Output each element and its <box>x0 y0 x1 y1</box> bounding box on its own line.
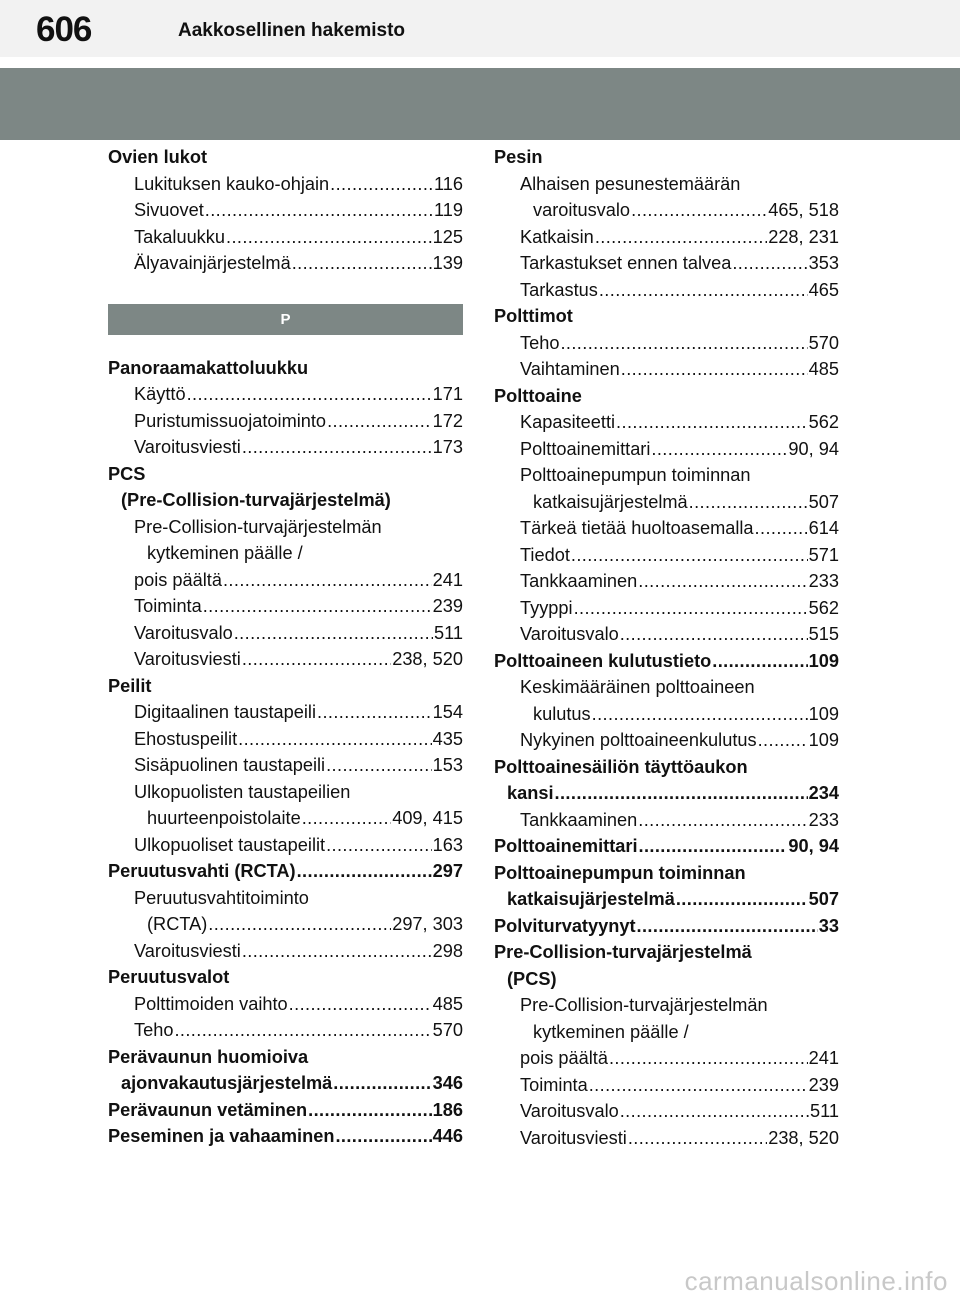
index-entry-label: (PCS) <box>507 968 557 989</box>
index-entry-label: kansi <box>507 783 554 803</box>
index-entry-label: Polttoainesäiliön täyttöaukon <box>494 756 748 777</box>
section-title: Aakkosellinen hakemisto <box>178 20 406 41</box>
index-entry <box>108 1097 463 1124</box>
index-entry-label: kytkeminen päälle / <box>533 1021 689 1042</box>
index-entry <box>494 674 839 701</box>
index-entry-page: 109 <box>808 730 839 750</box>
index-entry <box>108 1044 463 1071</box>
index-entry <box>108 487 463 514</box>
index-entry <box>108 805 463 832</box>
index-entry-label: Peruutusvahti (RCTA) <box>108 861 296 881</box>
index-entry-page: 570 <box>808 332 839 353</box>
index-entry-label: Varoitusviesti <box>520 1127 627 1148</box>
index-entry-page: 228, 231 <box>768 226 839 247</box>
index-entry-page: 90, 94 <box>788 836 839 856</box>
index-entry-page: 297 <box>432 861 463 881</box>
index-entry-page: 238, 520 <box>392 649 463 669</box>
index-entry-label: kytkeminen päälle / <box>147 543 303 563</box>
index-entry <box>494 727 839 754</box>
index-entry <box>108 673 463 700</box>
index-entry-page: 562 <box>808 412 839 432</box>
index-entry <box>494 462 839 489</box>
index-entry <box>108 699 463 726</box>
index-entry-page: 562 <box>808 597 839 618</box>
index-entry-label: Polttimoiden vaihto <box>134 993 288 1014</box>
index-entry-label: Teho <box>520 332 560 353</box>
dot-leader <box>238 726 432 753</box>
index-entry-page: 186 <box>432 1099 463 1120</box>
dot-leader <box>732 250 807 277</box>
index-entry-label: (Pre-Collision-turvajärjestelmä) <box>121 490 391 510</box>
index-entry-page: 297, 303 <box>392 914 463 934</box>
dot-leader <box>208 911 391 938</box>
dot-leader <box>589 1072 808 1099</box>
index-entry-label: Ulkopuolisten taustapeilien <box>134 781 351 802</box>
dot-leader <box>555 780 808 807</box>
index-entry <box>108 620 463 647</box>
index-entry <box>494 197 839 224</box>
index-entry-label: Toiminta <box>134 596 202 616</box>
index-entry-label: Polttoainepumpun toiminnan <box>520 465 751 485</box>
watermark: carmanualsonline.info <box>684 1266 948 1296</box>
dot-leader <box>620 1098 809 1125</box>
page-number: 606 <box>36 10 92 49</box>
page-header <box>0 0 960 57</box>
dot-leader <box>292 250 432 277</box>
index-entry-label: Varoitusvalo <box>134 622 233 643</box>
index-entry <box>108 885 463 912</box>
index-entry <box>494 939 839 966</box>
index-entry-page: 109 <box>808 650 839 671</box>
index-entry-page: 233 <box>808 809 839 830</box>
index-entry-label: Alhaisen pesunestemäärän <box>520 173 741 194</box>
dot-leader <box>755 515 808 542</box>
index-entry-page: 409, 415 <box>392 808 463 828</box>
index-entry <box>108 1017 463 1044</box>
index-entry <box>494 966 839 993</box>
index-entry <box>108 567 463 594</box>
dot-leader <box>326 752 432 779</box>
index-entry-page: 435 <box>432 728 463 749</box>
index-group-p <box>108 355 463 1150</box>
index-entry-label: Tankkaaminen <box>520 809 638 830</box>
index-entry-page: 109 <box>808 703 839 724</box>
index-entry-page: 515 <box>808 624 839 644</box>
dot-leader <box>571 542 808 569</box>
index-entry-label: Ulkopuoliset taustapeilit <box>134 834 326 855</box>
index-entry-label: Polttoainemittari <box>520 438 651 459</box>
index-entry-label: Sivuovet <box>134 200 204 220</box>
index-entry <box>108 250 463 277</box>
dot-leader <box>205 197 433 224</box>
index-entry-label: Polttimot <box>494 306 573 326</box>
title-band <box>0 68 960 140</box>
index-entry-page: 446 <box>432 1126 463 1146</box>
index-entry <box>108 1070 463 1097</box>
index-entry-label: Peruutusvalot <box>108 967 230 987</box>
index-entry-page: 154 <box>432 702 463 722</box>
index-entry <box>494 780 839 807</box>
index-entry <box>494 356 839 383</box>
index-entry <box>108 726 463 753</box>
dot-leader <box>335 1123 431 1150</box>
index-entry-label: Ehostuspeilit <box>134 728 238 749</box>
dot-leader <box>174 1017 431 1044</box>
dot-leader <box>302 805 392 832</box>
index-entry-page: 233 <box>808 571 839 591</box>
dot-leader <box>327 408 432 435</box>
index-entry-label: Varoitusvalo <box>520 624 619 644</box>
index-entry <box>494 886 839 913</box>
dot-leader <box>242 434 432 461</box>
index-entry-label: Varoitusviesti <box>134 437 241 457</box>
index-entry-page: 139 <box>432 253 463 273</box>
index-entry-label: Vaihtaminen <box>520 359 620 379</box>
index-entry-label: Tarkastus <box>520 279 598 300</box>
index-entry <box>108 540 463 567</box>
index-entry-label: Polttoainepumpun toiminnan <box>494 862 746 883</box>
index-entry-page: 511 <box>810 1101 839 1121</box>
index-entry-page: 353 <box>808 253 839 273</box>
dot-leader <box>242 646 391 673</box>
index-entry-label: Älyavainjärjestelmä <box>134 253 291 273</box>
index-entry-label: Perävaunun huomioiva <box>108 1046 309 1067</box>
index-entry <box>108 144 463 171</box>
index-entry <box>108 593 463 620</box>
index-entry <box>108 381 463 408</box>
index-entry-page: 507 <box>808 889 839 909</box>
index-entry <box>108 646 463 673</box>
index-entry-label: Varoitusviesti <box>134 649 241 669</box>
index-entry-label: varoitusvalo <box>533 200 631 220</box>
index-entry <box>494 648 839 675</box>
index-entry <box>494 277 839 304</box>
index-entry <box>494 621 839 648</box>
index-entry <box>494 833 839 860</box>
index-entry-label: Tärkeä tietää huoltoasemalla <box>520 518 754 538</box>
index-entry-label: pois päältä <box>134 569 222 590</box>
index-entry <box>494 409 839 436</box>
index-entry <box>494 383 839 410</box>
index-entry-page: 33 <box>818 915 839 936</box>
index-entry <box>494 568 839 595</box>
index-entry-page: 173 <box>432 437 463 457</box>
index-entry-page: 511 <box>434 622 463 643</box>
index-entry-label: pois päältä <box>520 1048 608 1068</box>
index-entry-label: Tiedot <box>520 544 570 565</box>
index-entry <box>494 144 839 171</box>
dot-leader <box>560 330 807 357</box>
dot-leader <box>609 1045 808 1072</box>
index-entry <box>108 991 463 1018</box>
dot-leader <box>651 436 787 463</box>
dot-leader <box>226 224 432 251</box>
index-entry-label: Peruutusvahtitoiminto <box>134 887 309 908</box>
index-entry-label: Pesin <box>494 147 543 167</box>
index-entry-label: Tyyppi <box>520 597 573 618</box>
dot-leader <box>638 807 807 834</box>
dot-leader <box>242 938 432 965</box>
index-entry-label: (RCTA) <box>147 914 208 934</box>
index-entry-label: Takaluukku <box>134 226 225 247</box>
index-entry-label: Polviturvatyynyt <box>494 915 636 936</box>
index-entry <box>108 514 463 541</box>
index-entry-page: 116 <box>434 173 463 194</box>
index-entry-label: Kapasiteetti <box>520 412 616 432</box>
index-entry <box>494 701 839 728</box>
index-entry-label: Perävaunun vetäminen <box>108 1099 308 1120</box>
index-entry-page: 571 <box>808 544 839 565</box>
index-entry <box>494 489 839 516</box>
index-entry-label: Pre-Collision-turvajärjestelmän <box>520 995 768 1015</box>
dot-leader <box>234 620 433 647</box>
index-entry <box>494 224 839 251</box>
index-entry <box>494 1045 839 1072</box>
index-entry <box>494 1098 839 1125</box>
index-entry <box>494 303 839 330</box>
index-entry <box>108 911 463 938</box>
index-entry-page: 234 <box>808 783 839 803</box>
index-entry-label: Varoitusviesti <box>134 940 241 961</box>
index-entry-page: 485 <box>808 359 839 379</box>
dot-leader <box>689 489 808 516</box>
index-entry-label: Tarkastukset ennen talvea <box>520 253 732 273</box>
index-group-ovien <box>108 144 463 277</box>
index-entry-page: 119 <box>434 200 463 220</box>
index-entry <box>494 595 839 622</box>
index-entry-page: 171 <box>432 384 463 404</box>
index-entry-page: 163 <box>432 834 463 855</box>
index-entry <box>108 461 463 488</box>
index-entry-page: 570 <box>432 1020 463 1040</box>
index-entry <box>494 754 839 781</box>
index-entry-label: Katkaisin <box>520 226 594 247</box>
index-entry-label: Digitaalinen taustapeili <box>134 702 316 722</box>
index-entry-label: Toiminta <box>520 1074 588 1095</box>
dot-leader <box>631 197 767 224</box>
dot-leader <box>639 833 788 860</box>
index-entry <box>108 224 463 251</box>
index-entry-label: Puristumissuojatoiminto <box>134 410 327 431</box>
index-entry <box>108 1123 463 1150</box>
dot-leader <box>289 991 432 1018</box>
index-entry-page: 241 <box>808 1048 839 1068</box>
index-entry-label: Sisäpuolinen taustapeili <box>134 755 326 775</box>
dot-leader <box>330 171 433 198</box>
index-entry-page: 614 <box>808 518 839 538</box>
dot-leader <box>637 913 818 940</box>
index-entry-page: 465 <box>808 279 839 300</box>
index-entry-label: Polttoaine <box>494 385 582 406</box>
index-entry <box>108 355 463 382</box>
index-entry <box>494 860 839 887</box>
dot-leader <box>595 224 767 251</box>
index-entry-label: Peseminen ja vahaaminen <box>108 1126 335 1146</box>
dot-leader <box>620 621 808 648</box>
index-entry <box>494 515 839 542</box>
dot-leader <box>333 1070 431 1097</box>
index-entry-page: 90, 94 <box>788 438 839 459</box>
dot-leader <box>187 381 432 408</box>
index-entry <box>108 171 463 198</box>
index-entry-page: 485 <box>432 993 463 1014</box>
index-entry-label: katkaisujärjestelmä <box>533 491 688 512</box>
index-entry-label: Panoraamakattoluukku <box>108 357 309 378</box>
dot-leader <box>638 568 807 595</box>
index-entry-label: Keskimääräinen polttoaineen <box>520 677 755 697</box>
index-entry-page: 153 <box>432 755 463 775</box>
index-entry-label: Pre-Collision-turvajärjestelmä <box>494 942 752 962</box>
index-entry-page: 172 <box>432 410 463 431</box>
dot-leader <box>712 648 807 675</box>
index-entry <box>494 1019 839 1046</box>
dot-leader <box>592 701 808 728</box>
index-entry-label: Polttoainemittari <box>494 836 638 856</box>
index-entry <box>108 197 463 224</box>
dot-leader <box>616 409 808 436</box>
index-entry <box>494 913 839 940</box>
index-entry-page: 241 <box>432 569 463 590</box>
dot-leader <box>297 858 432 885</box>
index-entry-label: katkaisujärjestelmä <box>507 889 675 909</box>
index-entry <box>108 434 463 461</box>
index-entry-label: Varoitusvalo <box>520 1101 619 1121</box>
index-entry-page: 346 <box>432 1073 463 1093</box>
index-entry-label: kulutus <box>533 703 591 724</box>
index-entry <box>108 964 463 991</box>
index-column-right <box>494 144 839 1151</box>
index-entry-label: ajonvakautusjärjestelmä <box>121 1073 333 1093</box>
index-entry <box>108 832 463 859</box>
dot-leader <box>574 595 808 622</box>
index-entry <box>108 752 463 779</box>
index-entry <box>494 542 839 569</box>
index-entry <box>108 779 463 806</box>
index-entry-page: 298 <box>432 940 463 961</box>
letter-divider-p: P <box>108 304 463 335</box>
dot-leader <box>676 886 808 913</box>
index-entry-page: 238, 520 <box>768 1127 839 1148</box>
dot-leader <box>758 727 808 754</box>
index-entry <box>494 436 839 463</box>
index-entry-label: huurteenpoistolaite <box>147 808 301 828</box>
index-entry <box>494 807 839 834</box>
index-entry-label: Tankkaaminen <box>520 571 638 591</box>
index-entry-label: Teho <box>134 1020 174 1040</box>
dot-leader <box>326 832 432 859</box>
index-entry <box>108 938 463 965</box>
dot-leader <box>621 356 808 383</box>
index-entry <box>108 858 463 885</box>
index-entry-label: Polttoaineen kulutustieto <box>494 650 712 671</box>
index-entry-page: 239 <box>432 596 463 616</box>
index-entry <box>494 330 839 357</box>
index-entry-label: Ovien lukot <box>108 147 208 167</box>
index-entry-page: 239 <box>808 1074 839 1095</box>
index-entry-label: Lukituksen kauko-ohjain <box>134 173 330 194</box>
index-group-right <box>494 144 839 1151</box>
index-entry <box>108 408 463 435</box>
index-entry <box>494 171 839 198</box>
index-entry-page: 465, 518 <box>768 200 839 220</box>
dot-leader <box>317 699 432 726</box>
index-entry <box>494 992 839 1019</box>
dot-leader <box>308 1097 432 1124</box>
dot-leader <box>223 567 432 594</box>
index-entry-page: 125 <box>432 226 463 247</box>
dot-leader <box>599 277 808 304</box>
index-entry-label: PCS <box>108 463 146 484</box>
index-entry <box>494 250 839 277</box>
dot-leader <box>628 1125 767 1152</box>
index-entry-label: Nykyinen polttoaineenkulutus <box>520 730 757 750</box>
index-entry-page: 507 <box>808 491 839 512</box>
index-entry-label: Käyttö <box>134 384 186 404</box>
index-entry <box>494 1125 839 1152</box>
index-entry-label: Pre-Collision-turvajärjestelmän <box>134 516 382 537</box>
index-column-left <box>108 144 463 1150</box>
index-entry <box>494 1072 839 1099</box>
dot-leader <box>203 593 432 620</box>
index-entry-label: Peilit <box>108 675 152 696</box>
